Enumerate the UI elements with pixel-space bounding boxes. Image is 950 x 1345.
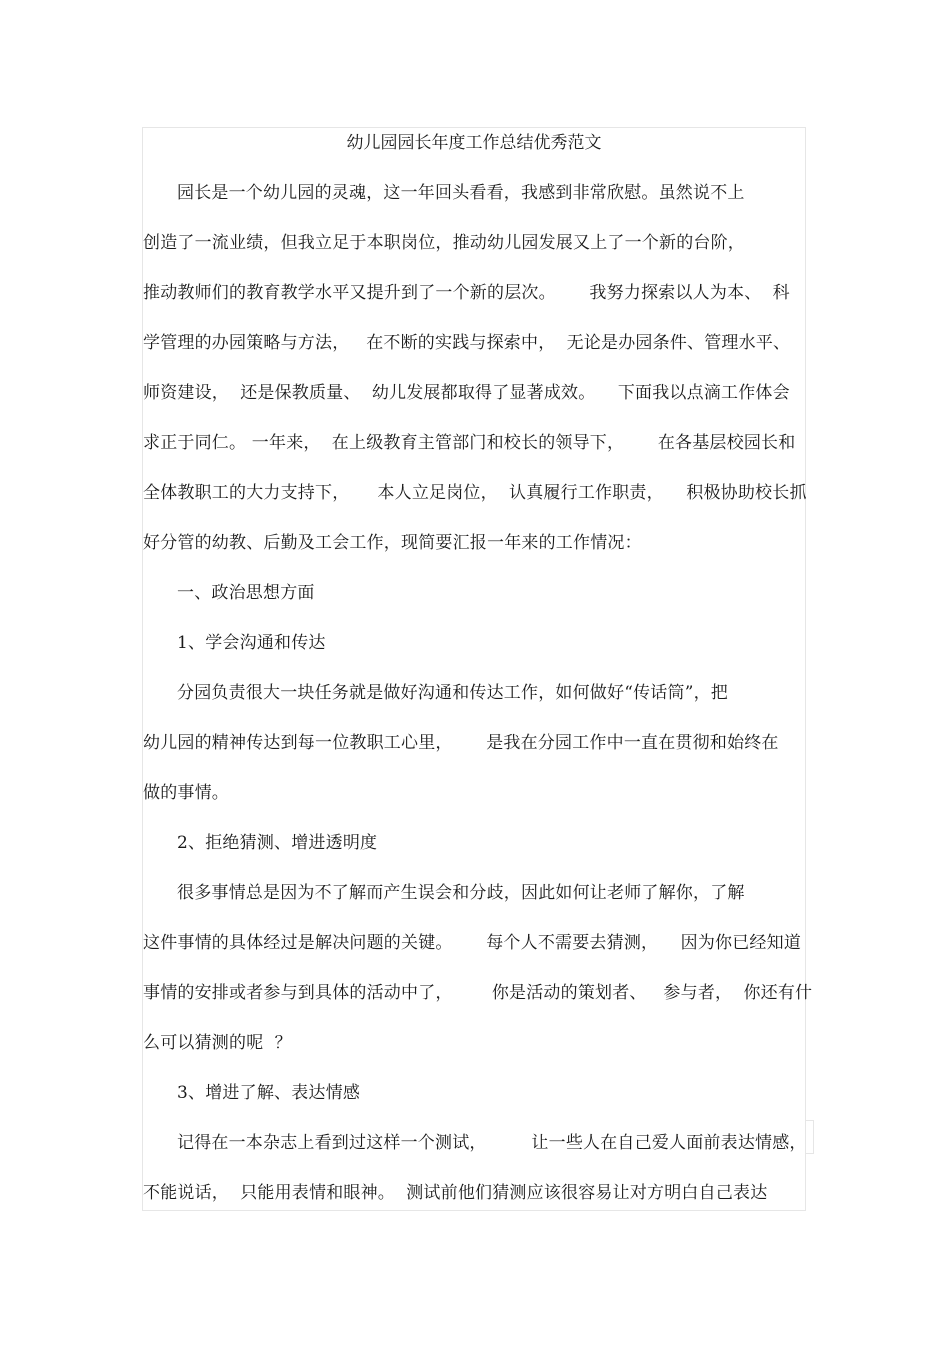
section-heading: 一、政治思想方面 (177, 583, 315, 603)
paragraph-line: 分园负责很大一块任务就是做好沟通和传达工作，如何做好“传话筒”，把 (177, 683, 728, 703)
subsection-heading: 1、学会沟通和传达 (177, 633, 326, 653)
paragraph-line: 很多事情总是因为不了解而产生误会和分歧，因此如何让老师了解你，了解 (177, 883, 745, 903)
paragraph-line: 求正于同仁。 一年来， 在上级教育主管部门和校长的领导下， 在各基层校园长和 (143, 433, 796, 453)
paragraph-line: 么可以猜测的呢 ？ (143, 1033, 292, 1053)
paragraph-line: 全体教职工的大力支持下， 本人立足岗位， 认真履行工作职责， 积极协助校长抓 (143, 483, 807, 503)
paragraph-line: 学管理的办园策略与方法， 在不断的实践与探索中， 无论是办园条件、管理水平、 (143, 333, 791, 353)
paragraph-line: 推动教师们的教育教学水平又提升到了一个新的层次。 我努力探索以人为本、 科 (143, 283, 790, 303)
paragraph-line: 园长是一个幼儿园的灵魂，这一年回头看看，我感到非常欣慰。虽然说不上 (177, 183, 745, 203)
paragraph-line: 师资建设， 还是保教质量、 幼儿发展都取得了显著成效。 下面我以点滴工作体会 (143, 383, 790, 403)
subsection-heading: 2、拒绝猜测、增进透明度 (177, 833, 378, 853)
page-edge-tab (806, 1120, 814, 1154)
paragraph-line: 记得在一本杂志上看到过这样一个测试， 让一些人在自己爱人面前表达情感， (177, 1133, 807, 1153)
paragraph-line: 幼儿园的精神传达到每一位教职工心里， 是我在分园工作中一直在贯彻和始终在 (143, 733, 779, 753)
paragraph-line: 这件事情的具体经过是解决问题的关键。 每个人不需要去猜测， 因为你已经知道 (143, 933, 802, 953)
document-title: 幼儿园园长年度工作总结优秀范文 (346, 133, 602, 153)
paragraph-line: 好分管的幼教、后勤及工会工作，现简要汇报一年来的工作情况： (143, 533, 642, 553)
paragraph-line: 创造了一流业绩，但我立足于本职岗位，推动幼儿园发展又上了一个新的台阶， (143, 233, 745, 253)
paragraph-line: 不能说话， 只能用表情和眼神。 测试前他们猜测应该很容易让对方明白自己表达 (143, 1183, 768, 1203)
paragraph-line: 做的事情。 (143, 783, 229, 803)
subsection-heading: 3、增进了解、表达情感 (177, 1083, 361, 1103)
paragraph-line: 事情的安排或者参与到具体的活动中了， 你是活动的策划者、 参与者， 你还有什 (143, 983, 813, 1003)
